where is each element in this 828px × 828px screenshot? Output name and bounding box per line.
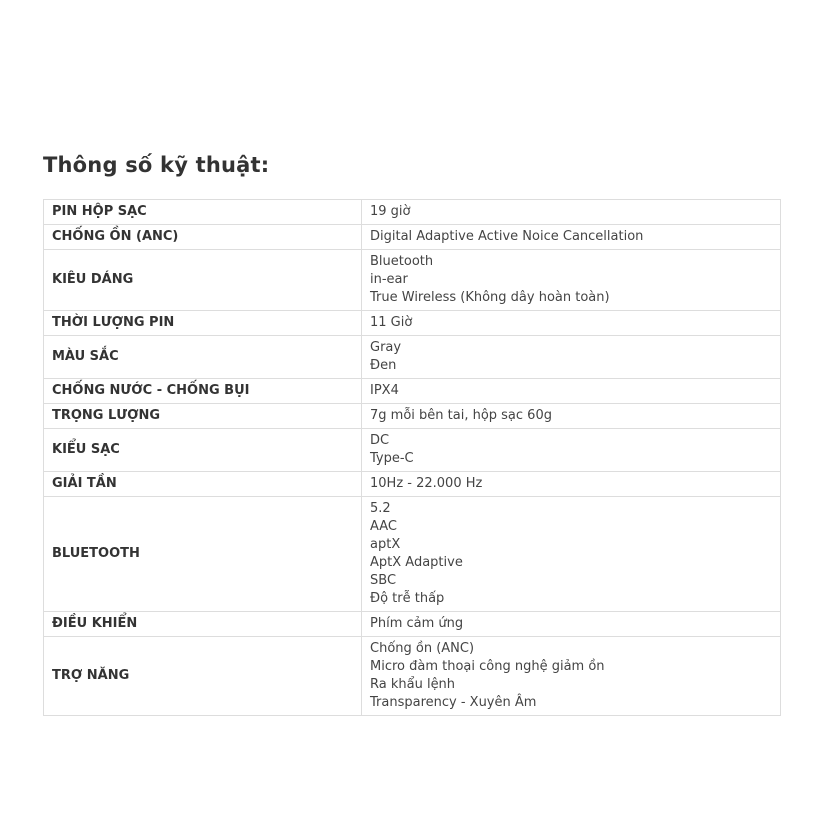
spec-value-line: Đen [370,358,397,373]
spec-row [44,404,781,429]
spec-table [43,199,781,716]
spec-value-line: Bluetooth [370,254,434,269]
spec-value-line: AptX Adaptive [370,555,463,570]
spec-value [362,404,781,429]
spec-value-line: 11 Giờ [370,315,413,330]
spec-value-line: Type-C [370,451,414,466]
spec-value [362,250,781,311]
spec-value-line: 10Hz - 22.000 Hz [370,476,483,491]
spec-value-line: Chống ồn (ANC) [370,641,475,656]
spec-table-body [44,200,781,716]
spec-value-line: Độ trễ thấp [370,591,445,606]
spec-value [362,379,781,404]
spec-value-line: 19 giờ [370,204,411,219]
spec-value [362,225,781,250]
spec-value-line: Micro đàm thoại công nghệ giảm ồn [370,659,605,674]
spec-row [44,612,781,637]
spec-value [362,612,781,637]
spec-value-line: AAC [370,519,397,534]
spec-label: KIÊU DÁNG [44,250,362,311]
spec-value-line: IPX4 [370,383,399,398]
spec-label: CHỐNG NƯỚC - CHỐNG BỤI [44,379,362,404]
spec-label: GIẢI TẦN [44,472,362,497]
spec-value [362,336,781,379]
spec-value-line: 5.2 [370,501,391,516]
spec-value-line: Ra khẩu lệnh [370,677,456,692]
spec-row [44,429,781,472]
spec-row [44,311,781,336]
spec-value [362,429,781,472]
spec-value [362,200,781,225]
spec-label: ĐIỀU KHIỂN [44,612,362,637]
spec-row [44,250,781,311]
page-title: Thông số kỹ thuật: [43,153,270,177]
spec-value-line: DC [370,433,390,448]
spec-value-line: SBC [370,573,397,588]
spec-label: TRỌNG LƯỢNG [44,404,362,429]
spec-value-line: Gray [370,340,402,355]
spec-label: MÀU SẮC [44,336,362,379]
spec-value [362,497,781,612]
spec-value [362,472,781,497]
spec-label: THỜI LƯỢNG PIN [44,311,362,336]
spec-label: KIỂU SẠC [44,429,362,472]
spec-label: BLUETOOTH [44,497,362,612]
spec-value-line: Transparency - Xuyên Âm [370,695,537,710]
spec-value [362,311,781,336]
spec-row [44,472,781,497]
spec-value-line: True Wireless (Không dây hoàn toàn) [370,290,610,305]
spec-value-line: 7g mỗi bên tai, hộp sạc 60g [370,408,552,423]
spec-row [44,200,781,225]
spec-label: CHỐNG ỒN (ANC) [44,225,362,250]
spec-row [44,225,781,250]
spec-row [44,379,781,404]
spec-row [44,497,781,612]
spec-row [44,336,781,379]
spec-value-line: aptX [370,537,401,552]
spec-value-line: Digital Adaptive Active Noice Cancellation [370,229,644,244]
spec-value [362,637,781,716]
spec-value-line: Phím cảm ứng [370,616,464,631]
spec-label: TRỢ NĂNG [44,637,362,716]
spec-label: PIN HỘP SẠC [44,200,362,225]
spec-row [44,637,781,716]
spec-value-line: in-ear [370,272,408,287]
